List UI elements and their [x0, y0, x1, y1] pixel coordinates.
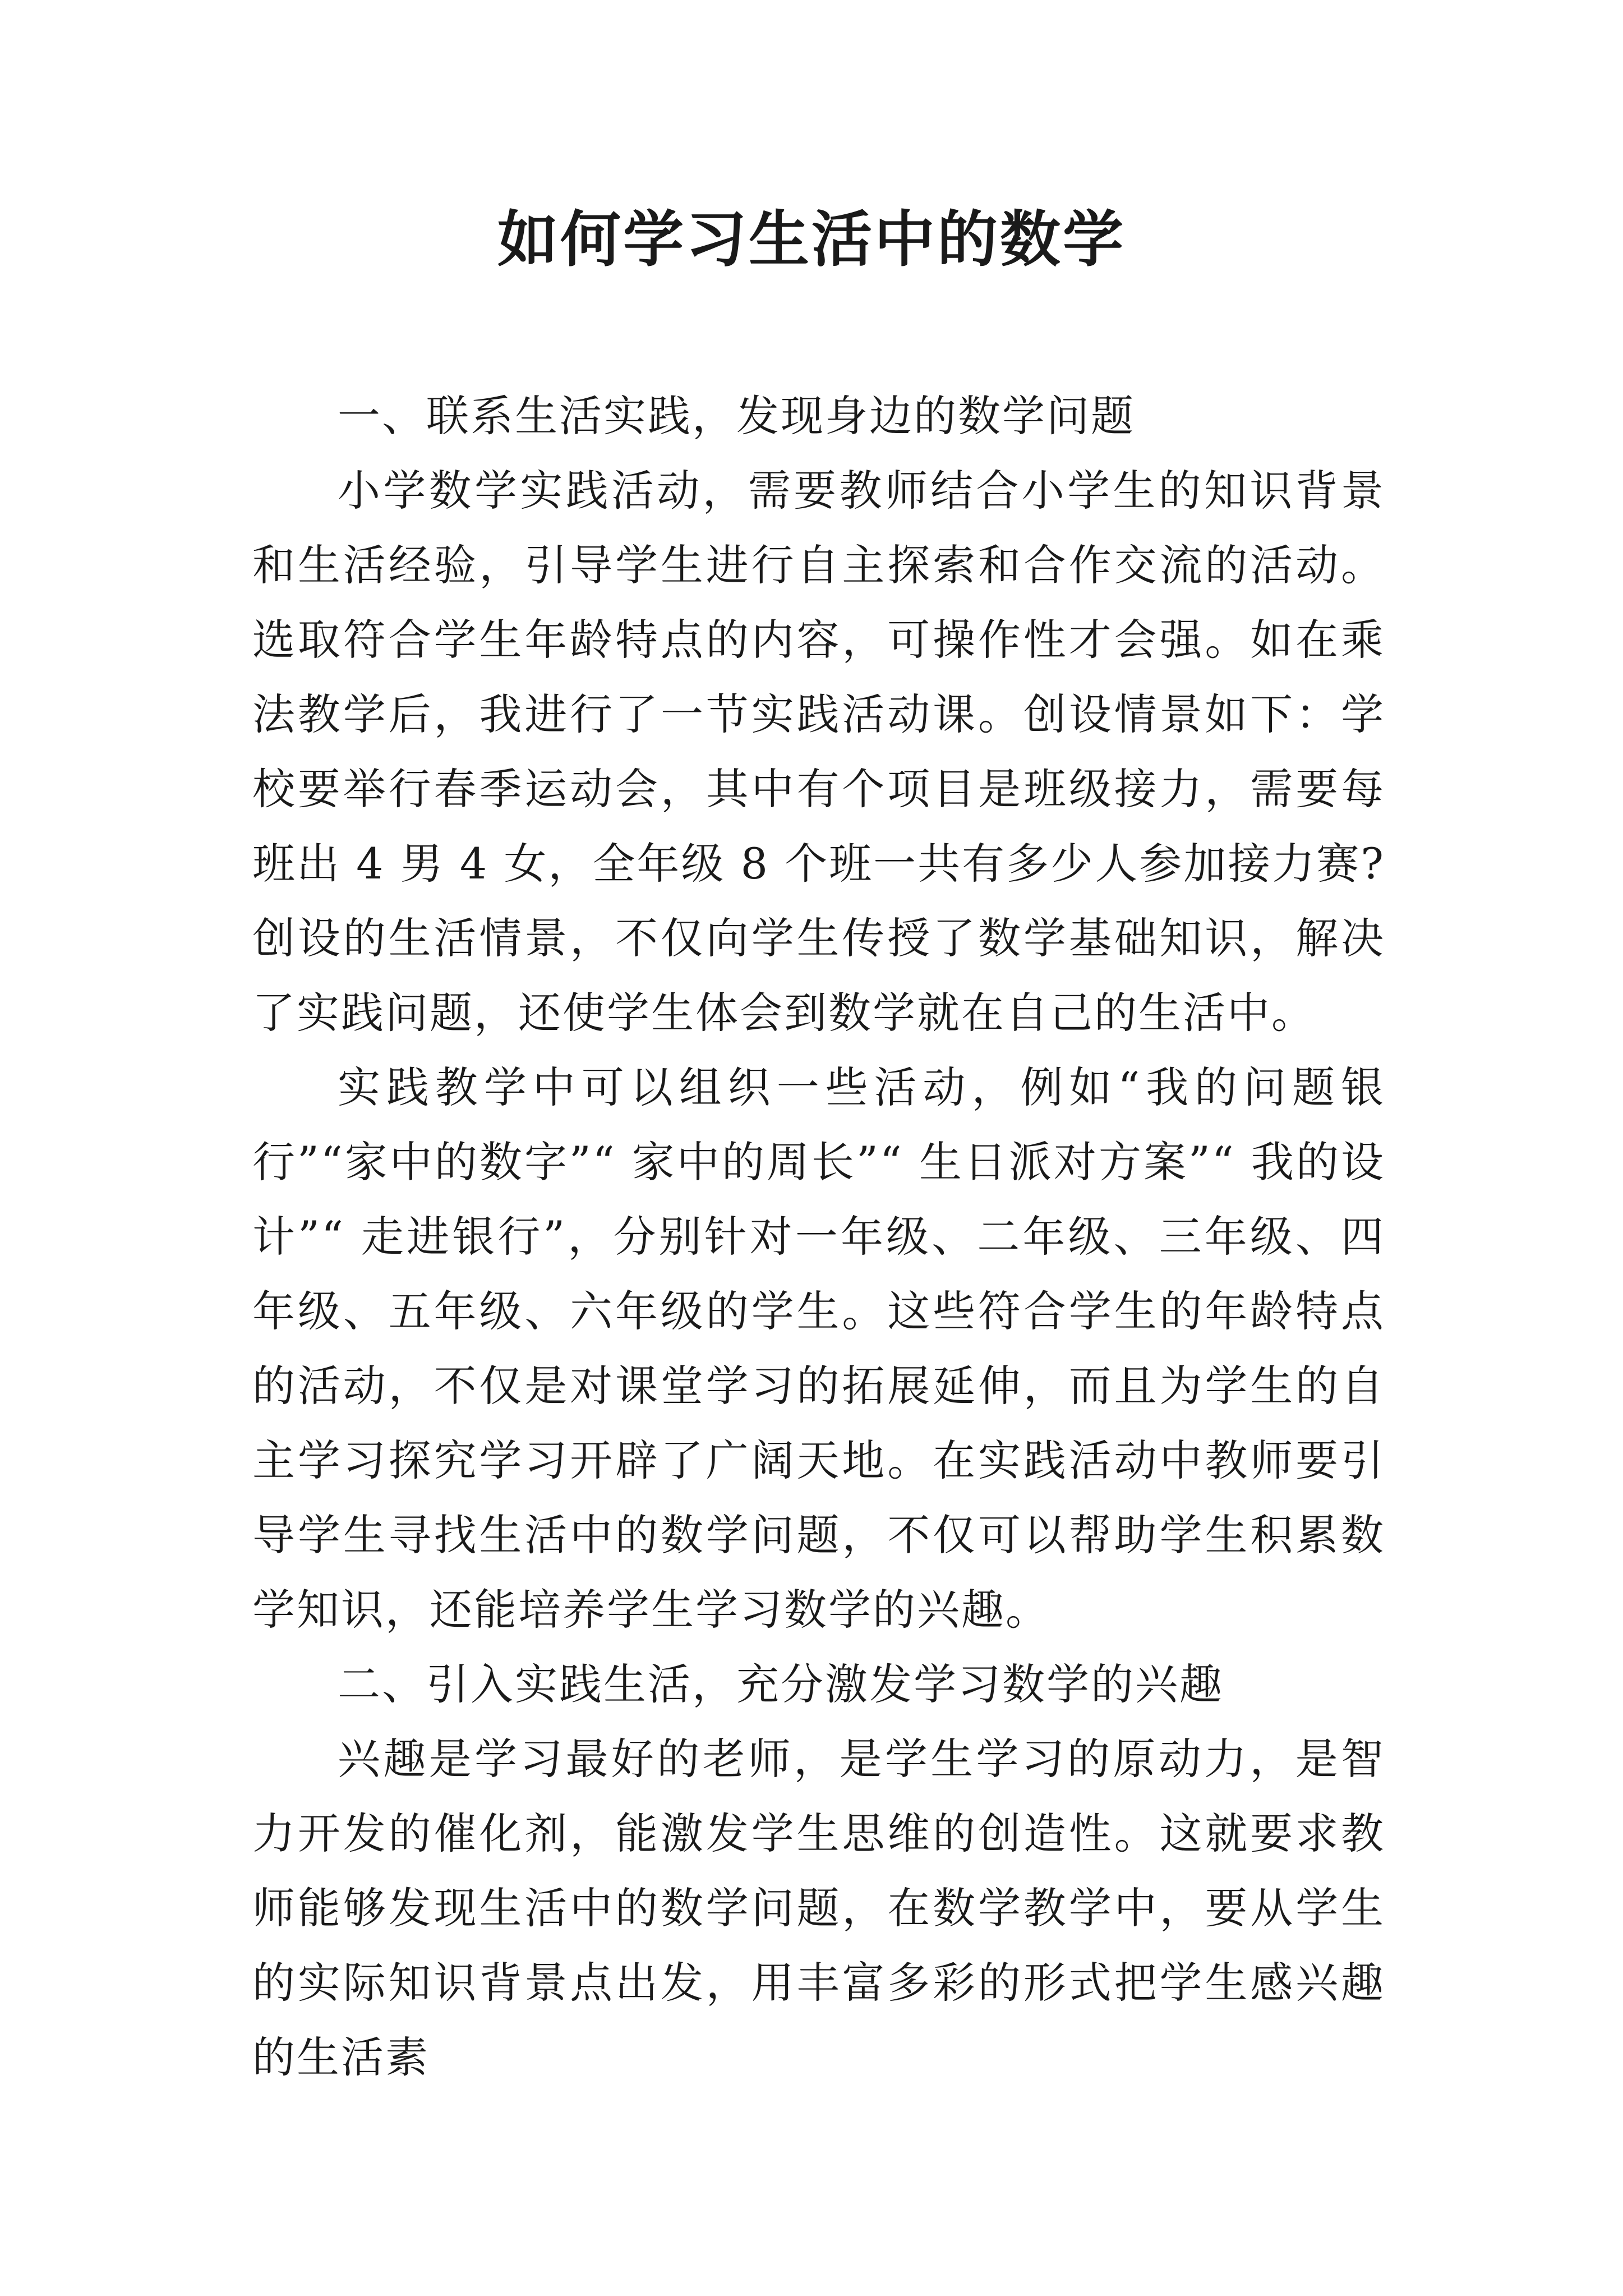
section-heading-2: 二、引入实践生活，充分激发学习数学的兴趣 — [338, 1659, 1224, 1709]
document-body — [252, 379, 1385, 2095]
document-title: 如何学习生活中的数学 — [497, 204, 1126, 275]
section-heading-1: 一、联系生活实践，发现身边的数学问题 — [338, 391, 1135, 441]
paragraph-2: 实践教学中可以组织一些活动，例如“我的问题银行”“家中的数字”“ 家中的周长”“ 生日派对方案”“ 我的设计”“ 走进银行”，分别针对一年级、二年级、三年级、四年级、五年级、六年级的学生。这些符合学生的年龄特点的活动，不仅是对课堂学习的拓展延伸，而且为学生的自主学习探究学习开辟了广阔天地。在实践活动中教师要引导学生寻找生活中的数学问题，不仅可以帮助学生积累数学知识，还能培养学生学习数学的兴趣。 — [252, 1062, 1385, 1635]
paragraph-1: 小学数学实践活动，需要教师结合小学生的知识背景和生活经验，引导学生进行自主探索和合作交流的活动。选取符合学生年龄特点的内容，可操作性才会强。如在乘法教学后，我进行了一节实践活动课。创设情景如下：学校要举行春季运动会，其中有个项目是班级接力，需要每班出 4 男 4 女，全年级 8 个班一共有多少人参加接力赛? 创设的生活情景，不仅向学生传授了数学基础知识，解决了实践问题，还使学生体会到数学就在自己的生活中。 — [252, 466, 1385, 1038]
paragraph-3: 兴趣是学习最好的老师，是学生学习的原动力，是智力开发的催化剂，能激发学生思维的创造性。这就要求教师能够发现生活中的数学问题，在数学教学中，要从学生的实际知识背景点出发，用丰富多彩的形式把学生感兴趣的生活素 — [252, 1734, 1385, 2082]
